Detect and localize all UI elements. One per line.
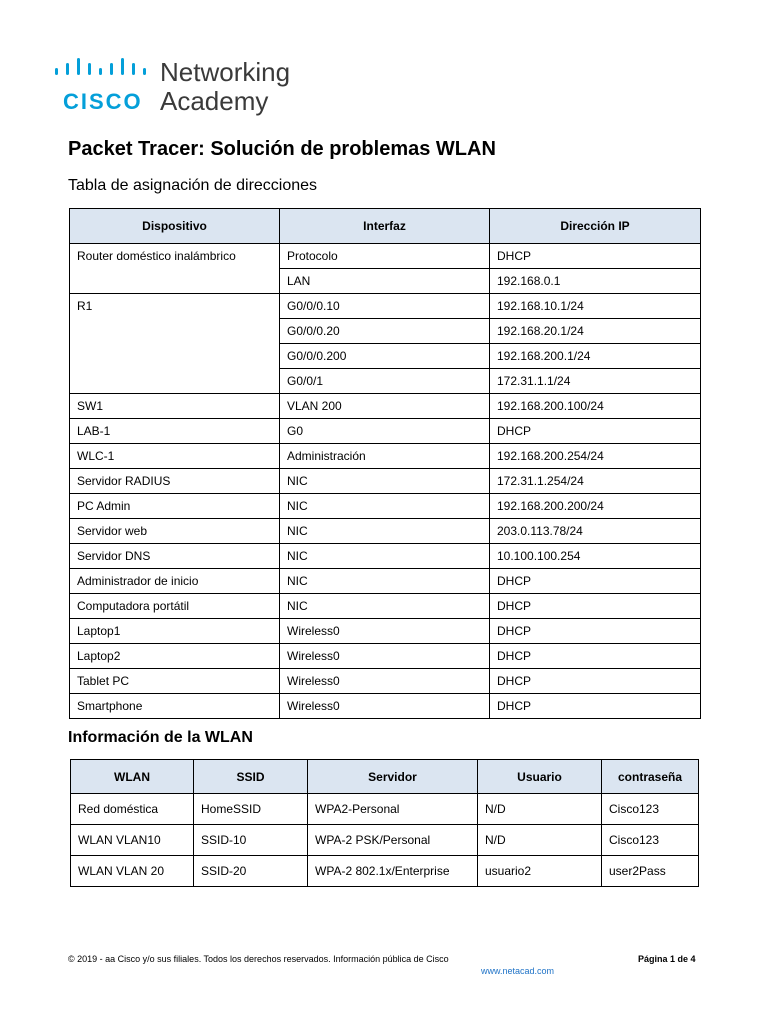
- page-title: Packet Tracer: Solución de problemas WLAN: [68, 138, 496, 160]
- ip-cell: 172.31.1.254/24: [490, 469, 701, 494]
- column-header-password: contraseña: [602, 760, 699, 794]
- cisco-bars-logo-icon: [52, 56, 152, 118]
- column-header-wlan: WLAN: [71, 760, 194, 794]
- table-row: [70, 369, 701, 394]
- address-table: [69, 208, 701, 719]
- table-row: [70, 669, 701, 694]
- table-row: [71, 794, 699, 825]
- ip-cell: DHCP: [490, 419, 701, 444]
- password-cell: user2Pass: [602, 856, 699, 887]
- device-cell: PC Admin: [70, 494, 280, 519]
- device-cell: Servidor web: [70, 519, 280, 544]
- device-cell: [70, 344, 280, 369]
- cisco-wordmark: CISCO: [63, 89, 143, 114]
- column-header-ssid: SSID: [194, 760, 308, 794]
- ip-cell: DHCP: [490, 594, 701, 619]
- ip-cell: DHCP: [490, 244, 701, 269]
- device-cell: [70, 269, 280, 294]
- device-cell: Computadora portátil: [70, 594, 280, 619]
- interface-cell: G0/0/0.20: [280, 319, 490, 344]
- server-cell: WPA2-Personal: [308, 794, 478, 825]
- footer-page-number: Página 1 de 4: [638, 954, 696, 964]
- device-cell: WLC-1: [70, 444, 280, 469]
- table-row: [70, 294, 701, 319]
- ip-cell: 192.168.200.1/24: [490, 344, 701, 369]
- column-header-server: Servidor: [308, 760, 478, 794]
- device-cell: Laptop1: [70, 619, 280, 644]
- table-row: [70, 419, 701, 444]
- ip-cell: DHCP: [490, 694, 701, 719]
- ip-cell: DHCP: [490, 569, 701, 594]
- table-row: [70, 519, 701, 544]
- table-row: [70, 269, 701, 294]
- device-cell: Administrador de inicio: [70, 569, 280, 594]
- ip-cell: 192.168.10.1/24: [490, 294, 701, 319]
- interface-cell: NIC: [280, 519, 490, 544]
- ip-cell: 172.31.1.1/24: [490, 369, 701, 394]
- wlan-table: [70, 759, 699, 887]
- interface-cell: G0/0/0.200: [280, 344, 490, 369]
- ip-cell: 192.168.200.200/24: [490, 494, 701, 519]
- interface-cell: Wireless0: [280, 694, 490, 719]
- wlan-table-heading: Información de la WLAN: [68, 729, 253, 746]
- interface-cell: NIC: [280, 469, 490, 494]
- wlan-cell: Red doméstica: [71, 794, 194, 825]
- interface-cell: Wireless0: [280, 619, 490, 644]
- interface-cell: LAN: [280, 269, 490, 294]
- device-cell: [70, 369, 280, 394]
- password-cell: Cisco123: [602, 825, 699, 856]
- table-row: [71, 825, 699, 856]
- logo-academy-text: Academy: [160, 86, 269, 116]
- column-header-ip: Dirección IP: [490, 209, 701, 244]
- ip-cell: DHCP: [490, 669, 701, 694]
- table-row: [71, 856, 699, 887]
- table-row: [70, 619, 701, 644]
- ip-cell: 192.168.200.254/24: [490, 444, 701, 469]
- device-cell: Servidor RADIUS: [70, 469, 280, 494]
- footer-url-link[interactable]: www.netacad.com: [481, 966, 555, 976]
- footer-copyright: © 2019 - aa Cisco y/o sus filiales. Todos los derechos reservados. Información pública de Cisco: [68, 954, 449, 964]
- table-row: [70, 569, 701, 594]
- interface-cell: Wireless0: [280, 644, 490, 669]
- table-row: [70, 694, 701, 719]
- ip-cell: DHCP: [490, 619, 701, 644]
- server-cell: WPA-2 802.1x/Enterprise: [308, 856, 478, 887]
- column-header-device: Dispositivo: [70, 209, 280, 244]
- ip-cell: 192.168.200.100/24: [490, 394, 701, 419]
- interface-cell: G0/0/1: [280, 369, 490, 394]
- table-row: [70, 644, 701, 669]
- device-cell: LAB-1: [70, 419, 280, 444]
- device-cell: [70, 319, 280, 344]
- device-cell: Smartphone: [70, 694, 280, 719]
- server-cell: WPA-2 PSK/Personal: [308, 825, 478, 856]
- ip-cell: DHCP: [490, 644, 701, 669]
- wlan-cell: WLAN VLAN 20: [71, 856, 194, 887]
- ip-cell: 192.168.0.1: [490, 269, 701, 294]
- interface-cell: VLAN 200: [280, 394, 490, 419]
- ip-cell: 192.168.20.1/24: [490, 319, 701, 344]
- ssid-cell: SSID-10: [194, 825, 308, 856]
- interface-cell: Wireless0: [280, 669, 490, 694]
- table-row: [70, 594, 701, 619]
- address-table-header-row: [70, 209, 701, 244]
- table-row: [70, 244, 701, 269]
- wlan-cell: WLAN VLAN10: [71, 825, 194, 856]
- table-row: [70, 494, 701, 519]
- password-cell: Cisco123: [602, 794, 699, 825]
- interface-cell: NIC: [280, 594, 490, 619]
- device-cell: SW1: [70, 394, 280, 419]
- ip-cell: 203.0.113.78/24: [490, 519, 701, 544]
- device-cell: Laptop2: [70, 644, 280, 669]
- interface-cell: NIC: [280, 569, 490, 594]
- interface-cell: G0: [280, 419, 490, 444]
- cisco-networking-academy-logo: [52, 56, 312, 118]
- table-row: [70, 344, 701, 369]
- interface-cell: G0/0/0.10: [280, 294, 490, 319]
- interface-cell: NIC: [280, 494, 490, 519]
- interface-cell: NIC: [280, 544, 490, 569]
- table-row: [70, 469, 701, 494]
- device-cell: R1: [70, 294, 280, 319]
- table-row: [70, 394, 701, 419]
- column-header-interface: Interfaz: [280, 209, 490, 244]
- ip-cell: 10.100.100.254: [490, 544, 701, 569]
- table-row: [70, 444, 701, 469]
- table-row: [70, 319, 701, 344]
- logo-networking-text: Networking: [160, 57, 291, 87]
- interface-cell: Protocolo: [280, 244, 490, 269]
- column-header-user: Usuario: [478, 760, 602, 794]
- device-cell: Router doméstico inalámbrico: [70, 244, 280, 269]
- user-cell: N/D: [478, 794, 602, 825]
- interface-cell: Administración: [280, 444, 490, 469]
- user-cell: usuario2: [478, 856, 602, 887]
- device-cell: Servidor DNS: [70, 544, 280, 569]
- ssid-cell: HomeSSID: [194, 794, 308, 825]
- ssid-cell: SSID-20: [194, 856, 308, 887]
- wlan-table-header-row: [71, 760, 699, 794]
- table-row: [70, 544, 701, 569]
- address-table-heading: Tabla de asignación de direcciones: [68, 177, 318, 194]
- user-cell: N/D: [478, 825, 602, 856]
- device-cell: Tablet PC: [70, 669, 280, 694]
